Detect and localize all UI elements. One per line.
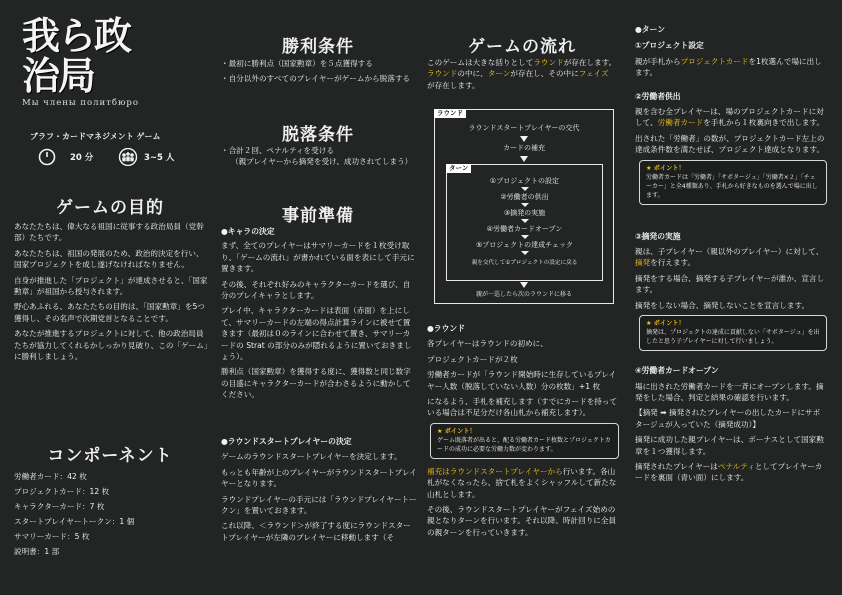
down-arrow-icon <box>521 187 529 191</box>
component-item: プロジェクトカード：12 枚 <box>14 487 110 496</box>
character-subheading: ●キャラの決定 <box>221 227 275 236</box>
phase1-text: 親が手札から <box>635 56 681 66</box>
phase2-text: を手札から１枚裏向きで出します。 <box>703 118 825 128</box>
start-player-paragraph: ラウンドプレイヤーの手元には「ラウンドプレイヤートークン」を置いておきます。 <box>221 494 417 516</box>
phase2-text: 親を含む全プレイヤーは、場のプロジェクトカードに対して、 <box>635 107 824 128</box>
phase2-highlight: 労働者カード <box>657 118 704 128</box>
phase-step: ②労働者の供出 <box>500 193 549 201</box>
intro-turn: ターン <box>487 69 511 79</box>
dropout-item: ・合計２回、ペナルティを受ける <box>221 146 334 155</box>
phase-step: ③摘発の実施 <box>503 209 546 217</box>
round-end-step: 親が一巡したら次のラウンドに移る <box>475 291 572 298</box>
phase2-text: 出された「労働者」の数が、プロジェクトカード左上の達成条件数を満たせば、プロジェクト達成となります。 <box>635 133 825 155</box>
objective-paragraph: あなたたちは、偉大なる祖国に従事する政治局員（党幹部）たちです。 <box>14 222 204 243</box>
phase4-highlight: ペナルティ <box>717 461 755 471</box>
round-text: 労働者カードが「ラウンド開始時に生存しているプレイヤー人数（脱落していない人数）分の枚数」+1 枚 <box>427 370 617 391</box>
character-paragraph: 勝利点（国家勲章）を獲得する度に、獲得数と同じ数字の目盛にキャラクターカードが合わさるように動かしてください。 <box>221 367 411 400</box>
players-icon <box>118 148 138 166</box>
victory-item: ・最初に勝利点（国家勲章）を５点獲得する <box>221 59 373 68</box>
clock-icon <box>38 148 56 166</box>
phase4-text: 【摘発 ➡ 摘発されたプレイヤーの出したカードにサボタージュが入っていた（摘発成功）】 <box>635 408 821 429</box>
point-label: ★ ポイント！ <box>437 427 476 435</box>
down-arrow-icon <box>520 282 528 288</box>
point-text: 労働者カードは「労働者」「サボタージュ」「労働者×２」「チェーカー」と全4種類あり、手札から好きなものを選んで場に出します。 <box>646 173 818 199</box>
character-paragraph: その後、それぞれ好みのキャラクターカードを選び、自分のプレイキャラとします。 <box>221 279 411 301</box>
phase3-text: 親は、子プレイヤー（親以外のプレイヤー）に対して、 <box>635 247 824 257</box>
phase1-text: を1枚選んで場に出します。 <box>635 56 822 78</box>
round-point-box <box>430 423 619 459</box>
turn-tag: ターン <box>446 164 471 173</box>
objective-paragraph: あなたが推進するプロジェクトに対して、他の政治局員たちが協力してくれるかしっかり見破り、この「ゲーム」に勝利しましょう。 <box>14 329 208 362</box>
intro-round: ラウンド <box>427 69 458 79</box>
component-item: サマリーカード：5 枚 <box>14 532 90 541</box>
start-player-paragraph: ゲームのラウンドスタートプレイヤーを決定します。 <box>221 452 402 462</box>
turn-loop-note: 親を交代して①プロジェクトの設定に戻る <box>471 260 578 266</box>
down-arrow-icon <box>521 235 529 239</box>
phase-step: ⑤プロジェクトの達成チェック <box>476 241 573 249</box>
phase4-text: 摘発に成功した親プレイヤーは、ボーナスとして国家勲章を１つ獲得します。 <box>635 435 824 456</box>
intro-round: ラウンド <box>533 58 564 67</box>
intro-text: このゲームは大きな括りとして <box>427 58 534 67</box>
setup-heading: 事前準備 <box>282 206 354 226</box>
phase3-highlight: 摘発 <box>635 258 651 268</box>
round-subheading: ●ラウンド <box>427 324 465 333</box>
game-players <box>118 148 174 166</box>
victory-list <box>221 58 417 89</box>
round-text: 各プレイヤーはラウンドの初めに、 <box>427 339 548 349</box>
down-arrow-icon <box>520 136 528 142</box>
game-logo <box>22 13 172 111</box>
phase3-title: ③摘発の実施 <box>635 231 681 241</box>
round-tag: ラウンド <box>434 109 466 118</box>
victory-heading: 勝利条件 <box>282 37 354 57</box>
flow-intro <box>427 57 623 91</box>
intro-text: の中に、 <box>457 69 488 79</box>
start-player-paragraph: これ以降、＜ラウンド＞が終了する度にラウンドスタートプレイヤーが左隣のプレイヤーに移動します（そ <box>221 521 411 542</box>
component-item: キャラクターカード：7 枚 <box>14 502 105 511</box>
point-label: ★ ポイント！ <box>646 164 685 172</box>
round-flow-diagram <box>434 109 614 304</box>
victory-item: ・自分以外のすべてのプレイヤーがゲームから脱落する <box>221 74 411 84</box>
objective-paragraph: 自身が推進した「プロジェクト」が達成させると、「国家勲章」が祖国から授与されます。 <box>14 275 208 297</box>
phase2-point-box <box>639 160 827 205</box>
phase3-text: を行えます。 <box>650 258 696 268</box>
play-time: 20 分 <box>70 153 94 163</box>
character-paragraph: プレイ中、キャラクターカードは表面（赤面）を上にして、サマリーカードの左端の得点計算ラインに被せて置きます（最初は０のラインに合わせて置き、サマリーカードの Strat の部分のみが隠れるように置いておきましょう）。 <box>221 306 412 362</box>
round-text: その後、ラウンドスタートプレイヤーがフェイズ始めの親となりターンを行います。それ以降、時計回りに全員の親ターンを行っていきます。 <box>427 505 617 537</box>
down-arrow-icon <box>521 219 529 223</box>
phase4-title: ④労働者カードオープン <box>635 366 719 376</box>
round-text: 行います。各山札がなくなったら、捨て札をよくシャッフルして新たな山札とします。 <box>427 466 617 499</box>
dropout-item: （親プレイヤーから摘発を受け、成功されてしまう） <box>231 157 413 167</box>
phase4-text: としてプレイヤーカードを裏面（青い面）にします。 <box>635 461 823 483</box>
components-heading: コンポーネント <box>47 446 173 466</box>
point-text: ゲーム既落者が出ると、配る労働者カード枚数とプロジェクトカードの成功に必要な労働力数が変わります。 <box>437 436 611 453</box>
down-arrow-icon <box>520 156 528 162</box>
logo-title: 我ら政治局 <box>22 13 131 98</box>
intro-text: が存在します。 <box>563 58 617 67</box>
intro-text: が存在します。 <box>427 80 480 90</box>
down-arrow-icon <box>521 251 529 255</box>
point-label: ★ ポイント！ <box>646 320 685 328</box>
phase4-text: 場に出された労働者カードを一斉にオープンします。摘発をした場合、判定と結果の確認を行います。 <box>635 381 824 402</box>
component-item: 労働者カード：42 枚 <box>14 472 87 481</box>
phase1-highlight: プロジェクトカード <box>680 56 749 66</box>
objective-paragraph: あなたたちは、祖国の発展のため、政治的決定を行い、国家プロジェクトを成し遂げなければなりません。 <box>14 248 204 270</box>
setup-start-player-section <box>221 436 417 547</box>
phase-step: ①プロジェクトの設定 <box>489 177 560 185</box>
turn-flow-box <box>446 164 603 281</box>
dropout-list <box>221 145 417 168</box>
flow-heading: ゲームの流れ <box>468 37 576 57</box>
intro-text: が存在し、その中に <box>510 69 579 79</box>
game-time <box>38 148 93 166</box>
start-player-subheading: ●ラウンドスタートプレイヤーの決定 <box>221 437 352 446</box>
start-player-paragraph: もっとも年齢が上のプレイヤーがラウンドスタートプレイヤーとなります。 <box>221 467 417 489</box>
round-text: プロジェクトカードが２枚 <box>427 354 518 364</box>
round-section <box>427 323 619 542</box>
turn-heading: ●ターン <box>635 25 666 34</box>
phase3-point-box <box>639 315 827 351</box>
round-text: になるよう、手札を補充します（すでにカードを持っている場合は不足分だけ各山札から補充します）。 <box>427 397 618 418</box>
setup-character-section <box>221 226 417 405</box>
round-highlight: 補充はラウンドスタートプレイヤーから <box>427 466 563 476</box>
components-list <box>14 469 210 559</box>
phase4-text: 摘発されたプレイヤーは <box>635 461 718 471</box>
phase-step: ④労働者カードオープン <box>486 225 563 233</box>
objective-paragraph: 野心あふれる、あなたたちの目的は、「国家勲章」を5つ獲得し、その名声で次期党首となることです。 <box>14 302 205 323</box>
component-item: 説明書：1 部 <box>14 547 60 556</box>
objective-text <box>14 221 210 366</box>
intro-phase: フェイズ <box>578 69 609 79</box>
component-item: スタートプレイヤートークン：1 個 <box>14 517 135 526</box>
dropout-heading: 脱落条件 <box>282 125 354 145</box>
phase3-text: 摘発をしない場合、摘発しないことを宣言します。 <box>635 300 810 310</box>
phase3-text: 摘発をする場合、摘発する子プレイヤーが誰か、宣言します。 <box>635 273 825 295</box>
point-text: 摘発は、プロジェクトの達成に貢献しない「サボタージュ」を出したと思う子プレイヤーに対して行いましょう。 <box>646 329 820 346</box>
logo-subtitle: Мы члены политбюро <box>22 98 139 108</box>
turn-section <box>635 24 827 488</box>
round-start-step: ラウンドスタートプレイヤーの交代 <box>468 124 580 132</box>
replenish-step: カードの補充 <box>503 144 545 152</box>
down-arrow-icon <box>521 203 529 207</box>
player-count: 3~5 人 <box>144 153 175 163</box>
character-paragraph: まず、全てのプレイヤーはサマリーカードを１枚受け取り、「ゲームの流れ」が書かれている面を表にして手元に置きます。 <box>221 241 415 274</box>
phase1-title: ①プロジェクト設定 <box>635 41 704 51</box>
game-genre: ブラフ・カードマネジメント ゲーム <box>30 132 161 141</box>
phase2-title: ②労働者供出 <box>635 91 681 101</box>
objective-heading: ゲームの目的 <box>56 198 164 218</box>
